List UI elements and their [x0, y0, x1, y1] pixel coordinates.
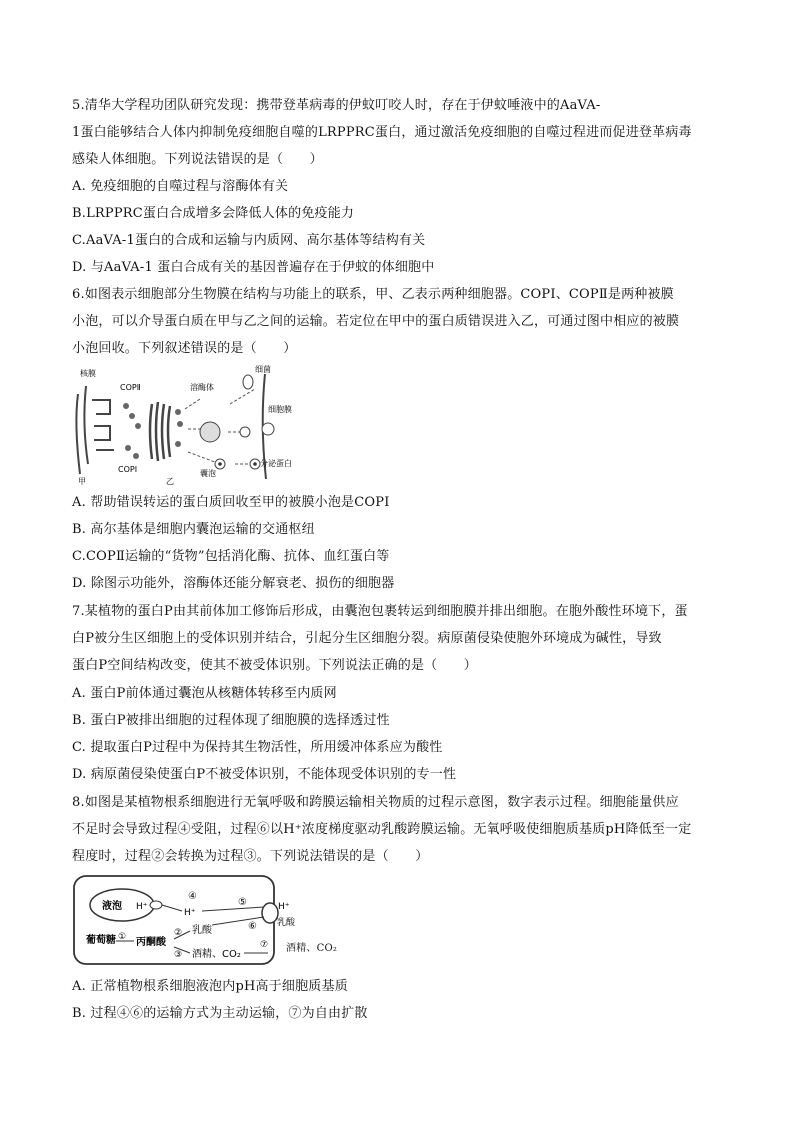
q8-stem-line2: 不足时会导致过程④受阻，过程⑥以H⁺浓度梯度驱动乳酸跨膜运输。无氧呼吸使细胞质基质pH降低至一定 — [72, 822, 692, 837]
label-n1: ① — [118, 932, 127, 942]
q7-option-a: A. 蛋白P前体通过囊泡从核糖体转移至内质网 — [72, 686, 337, 701]
label-copii: COPⅡ — [120, 383, 141, 392]
label-n4: ④ — [188, 891, 197, 902]
q6-stem-line1: 6.如图表示细胞部分生物膜在结构与功能上的联系，甲、乙表示两种细胞器。COPⅠ、COPⅡ是两种被膜 — [72, 287, 674, 302]
label-jia: 甲 — [78, 477, 86, 486]
q7-option-b: B. 蛋白P被排出细胞的过程体现了细胞膜的选择透过性 — [72, 713, 390, 728]
label-n6: ⑥ — [248, 921, 257, 932]
bacteria-icon — [243, 375, 253, 389]
q5-stem-line1: 5.清华大学程功团队研究发现：携带登革病毒的伊蚊叮咬人时，存在于伊蚊唾液中的AaVA- — [72, 98, 601, 113]
label-ethanol: 酒精、CO₂ — [192, 949, 241, 960]
label-bacteria: 细菌 — [255, 365, 271, 374]
q5-stem-line2: 1蛋白能够结合人体内抑制免疫细胞自噬的LRPPRC蛋白，通过激活免疫细胞的自噬过程进而促进登革病毒 — [72, 125, 692, 140]
q8-label-ethanol-out: 酒精、CO₂ — [286, 943, 338, 954]
label-h-out: H⁺ — [278, 902, 290, 912]
q5-option-c: C.AaVA-1蛋白的合成和运输与内质网、高尔基体等结构有关 — [72, 233, 426, 248]
q6-stem-line2: 小泡，可以介导蛋白质在甲与乙之间的运输。若定位在甲中的蛋白质错误进入乙，可通过图中相应的被膜 — [72, 314, 680, 329]
label-h-cytosol: H⁺ — [184, 908, 196, 918]
q6-option-c: C.COPⅡ运输的“货物”包括消化酶、抗体、血红蛋白等 — [72, 549, 390, 564]
label-glucose: 葡萄糖 — [86, 935, 116, 946]
q6-stem-line3: 小泡回收。下列叙述错误的是（ ） — [72, 341, 297, 356]
label-lysosome: 溶酶体 — [190, 383, 214, 392]
label-vacuole: 液泡 — [102, 901, 122, 912]
copi-vesicles — [125, 445, 139, 459]
q6-option-b: B. 高尔基体是细胞内囊泡运输的交通枢纽 — [72, 522, 315, 537]
transporter-4-icon — [150, 901, 162, 909]
label-nuclear: 核膜 — [80, 369, 96, 378]
transporter-5-6-icon — [262, 903, 278, 923]
label-n2: ② — [174, 928, 183, 938]
q8-stem-line3: 程度时，过程②会转换为过程③。下列说法错误的是（ ） — [72, 849, 429, 864]
label-pyruvate: 丙酮酸 — [136, 937, 166, 948]
label-n7: ⑦ — [260, 940, 269, 950]
q7-option-c: C. 提取蛋白P过程中为保持其生物活性，所用缓冲体系应为酸性 — [72, 740, 443, 755]
q5-stem-line3: 感染人体细胞。下列说法错误的是（ ） — [72, 152, 323, 167]
label-n5: ⑤ — [238, 897, 247, 908]
endoplasmic-reticulum — [92, 400, 114, 450]
label-cell-membrane: 细胞膜 — [268, 405, 292, 414]
q8-option-b: B. 过程④⑥的运输方式为主动运输，⑦为自由扩散 — [72, 1006, 368, 1021]
label-lactic: 乳酸 — [192, 925, 212, 936]
copii-vesicles — [123, 403, 141, 429]
q7-stem-line2: 白P被分生区细胞上的受体识别并结合，引起分生区细胞分裂。病原菌侵染使胞外环境成为碱性，导致 — [72, 631, 662, 646]
q7-stem-line3: 蛋白P空间结构改变，使其不被受体识别。下列说法正确的是（ ） — [72, 658, 477, 673]
q5-option-b: B.LRPPRC蛋白合成增多会降低人体的免疫能力 — [72, 206, 355, 221]
q8-root-cell-diagram — [72, 873, 296, 968]
label-n3: ③ — [174, 950, 183, 960]
q7-option-d: D. 病原菌侵染使蛋白P不被受体识别，不能体现受体识别的专一性 — [72, 767, 457, 782]
q5-option-d: D. 与AaVA-1 蛋白合成有关的基因普遍存在于伊蚊的体细胞中 — [72, 260, 435, 275]
golgi-apparatus — [150, 402, 170, 461]
label-h-vacuole: H⁺ — [136, 902, 148, 912]
q5-option-a: A. 免疫细胞的自噬过程与溶酶体有关 — [72, 179, 289, 194]
lysosome-icon — [200, 422, 220, 442]
label-lactic-out: 乳酸 — [277, 918, 296, 928]
label-vesicle: 囊泡 — [200, 469, 216, 478]
q6-option-a: A. 帮助错误转运的蛋白质回收至甲的被膜小泡是COPⅠ — [72, 495, 390, 510]
q6-cell-diagram — [70, 364, 305, 486]
label-secreted-protein: 分泌蛋白 — [260, 459, 292, 468]
label-copi: COPⅠ — [118, 465, 138, 474]
label-yi: 乙 — [166, 477, 174, 486]
q7-stem-line1: 7.某植物的蛋白P由其前体加工修饰后形成，由囊泡包裹转运到细胞膜并排出细胞。在胞外酸性环境下，蛋 — [72, 604, 688, 619]
q8-stem-line1: 8.如图是某植物根系细胞进行无氧呼吸和跨膜运输相关物质的过程示意图，数字表示过程。细胞能量供应 — [72, 795, 679, 810]
q8-option-a: A. 正常植物根系细胞液泡内pH高于细胞质基质 — [72, 979, 348, 994]
q6-option-d: D. 除图示功能外，溶酶体还能分解衰老、损伤的细胞器 — [72, 576, 395, 591]
nuclear-envelope — [76, 386, 88, 474]
